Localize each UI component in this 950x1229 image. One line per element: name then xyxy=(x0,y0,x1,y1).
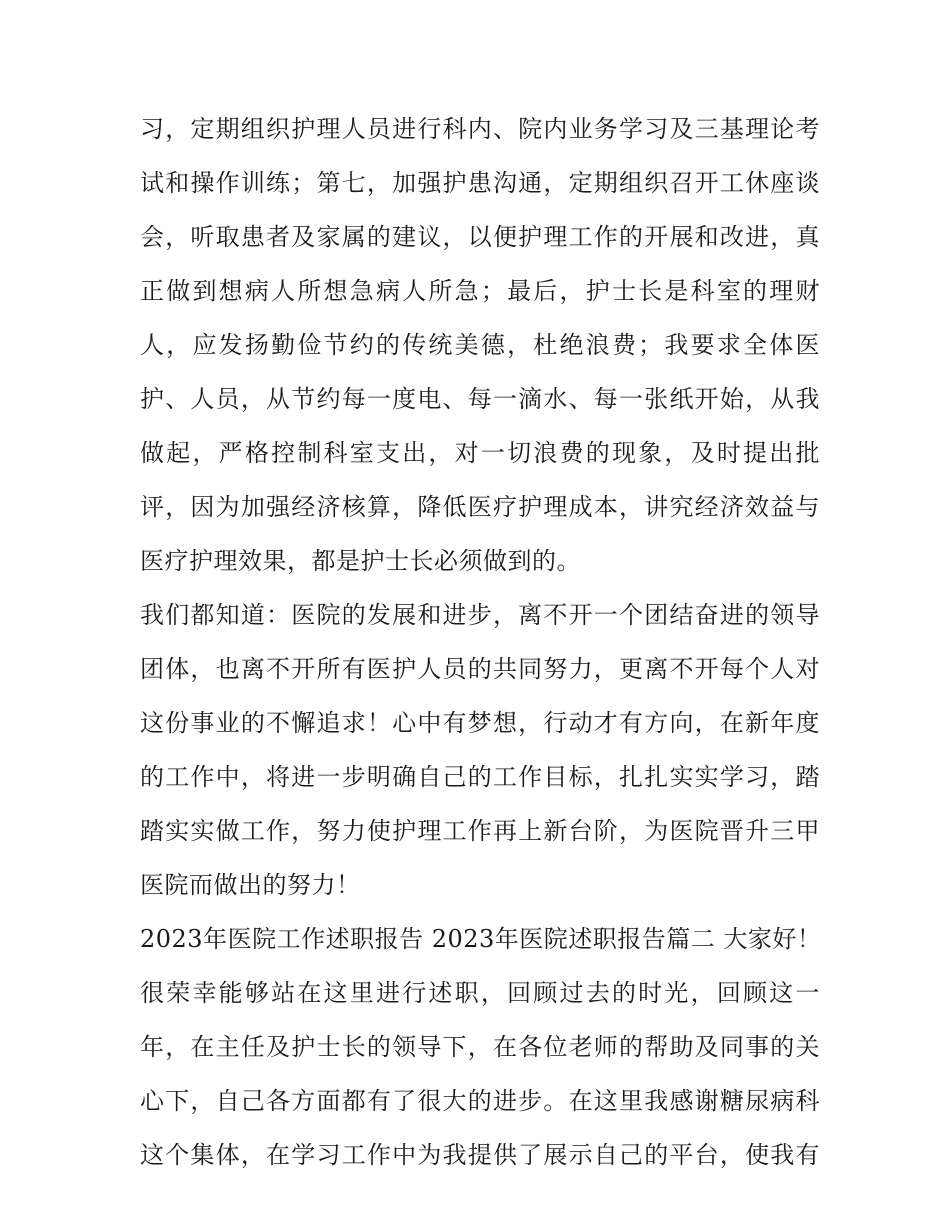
section-heading-line: 2023年医院工作述职报告 2023年医院述职报告篇二 大家好！ xyxy=(140,925,822,953)
text-line: 护、人员，从节约每一度电、每一滴水、每一张纸开始，从我 xyxy=(140,385,820,413)
text-line: 心下，自己各方面都有了很大的进步。在这里我感谢糖尿病科 xyxy=(140,1087,820,1115)
text-line: 做起，严格控制科室支出，对一切浪费的现象，及时提出批 xyxy=(140,439,820,467)
text-line: 团体，也离不开所有医护人员的共同努力，更离不开每个人对 xyxy=(140,655,820,683)
text-line: 医疗护理效果，都是护士长必须做到的。 xyxy=(140,547,581,575)
text-line: 踏实实做工作，努力使护理工作再上新台阶，为医院晋升三甲 xyxy=(140,817,820,845)
text-line: 习，定期组织护理人员进行科内、院内业务学习及三基理论考 xyxy=(140,115,820,143)
text-line: 的工作中，将进一步明确自己的工作目标，扎扎实实学习，踏 xyxy=(140,763,820,791)
text-line: 很荣幸能够站在这里进行述职，回顾过去的时光，回顾这一 xyxy=(140,979,820,1007)
text-line: 正做到想病人所想急病人所急；最后，护士长是科室的理财 xyxy=(140,277,820,305)
text-line: 这份事业的不懈追求！心中有梦想，行动才有方向，在新年度 xyxy=(140,709,820,737)
document-body xyxy=(140,102,820,1182)
text-line: 年，在主任及护士长的领导下，在各位老师的帮助及同事的关 xyxy=(140,1033,820,1061)
text-line: 医院而做出的努力！ xyxy=(140,871,361,899)
text-line: 会，听取患者及家属的建议，以便护理工作的开展和改进，真 xyxy=(140,223,820,251)
text-line: 评，因为加强经济核算，降低医疗护理成本，讲究经济效益与 xyxy=(140,493,820,521)
text-line: 人，应发扬勤俭节约的传统美德，杜绝浪费；我要求全体医 xyxy=(140,331,820,359)
text-line: 试和操作训练；第七，加强护患沟通，定期组织召开工休座谈 xyxy=(140,169,820,197)
text-line: 这个集体，在学习工作中为我提供了展示自己的平台，使我有 xyxy=(140,1141,820,1169)
text-line: 我们都知道：医院的发展和进步，离不开一个团结奋进的领导 xyxy=(140,601,820,629)
